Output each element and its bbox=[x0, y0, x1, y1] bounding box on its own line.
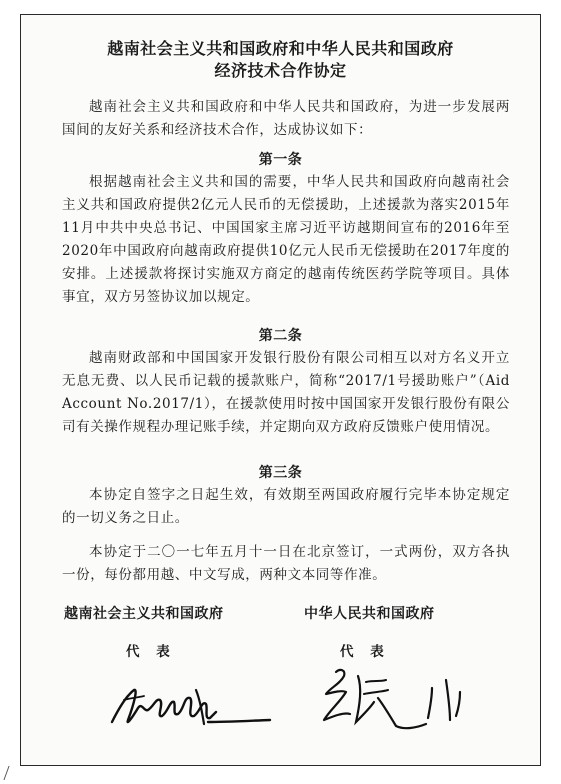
signature-right-icon bbox=[300, 658, 490, 740]
document-title-line-2: 经济技术合作协定 bbox=[214, 61, 347, 80]
document-title-line-1: 越南社会主义共和国政府和中华人民共和国政府 bbox=[107, 39, 454, 58]
representative-label-left: 代 表 bbox=[126, 644, 176, 660]
article-3-heading: 第三条 bbox=[258, 465, 303, 481]
article-1-heading: 第一条 bbox=[258, 152, 303, 168]
article-1-text: 根据越南社会主义共和国的需要，中华人民共和国政府向越南社会主义共和国政府提供2亿元人民币的无偿援助，上述援款为落实2015年11月中共中央总书记、中国国家主席习近平访越期间宣布的2016年至2020年中国政府向越南政府提供10亿元人民币无偿援助在2017年度的安排。上述援款将探讨实施双方商定的越南传统医药学院等项目。具体事宜，双方另签协议加以规定。 bbox=[62, 174, 510, 305]
preamble-paragraph: 越南社会主义共和国政府和中华人民共和国政府，为进一步发展两国间的友好关系和经济技术合作，达成协议如下： bbox=[62, 99, 510, 138]
representative-label-right: 代 表 bbox=[340, 644, 390, 660]
party-vietnam-government: 越南社会主义共和国政府 bbox=[64, 606, 224, 622]
party-china-government: 中华人民共和国政府 bbox=[304, 606, 435, 622]
signature-left-icon bbox=[104, 660, 274, 740]
article-3-text: 本协定自签字之日起生效，有效期至两国政府履行完毕本协定规定的一切义务之日止。 bbox=[62, 487, 510, 526]
article-2-heading: 第二条 bbox=[258, 328, 303, 344]
article-2-text: 越南财政部和中国国家开发银行股份有限公司相互以对方名义开立无息无费、以人民币记载的援款账户，简称“2017/1号援助账户”（Aid Account No.2017/1），在援款使用时按中国国家开发银行股份有限公司有关操作规程办理记账手续，并定期向双方政府反馈账户使用情况。 bbox=[62, 350, 510, 435]
scan-edge-mark bbox=[3, 766, 19, 780]
signing-clause: 本协定于二〇一七年五月十一日在北京签订，一式两份，双方各执一份，每份都用越、中文写成，两种文本同等作准。 bbox=[62, 544, 510, 583]
